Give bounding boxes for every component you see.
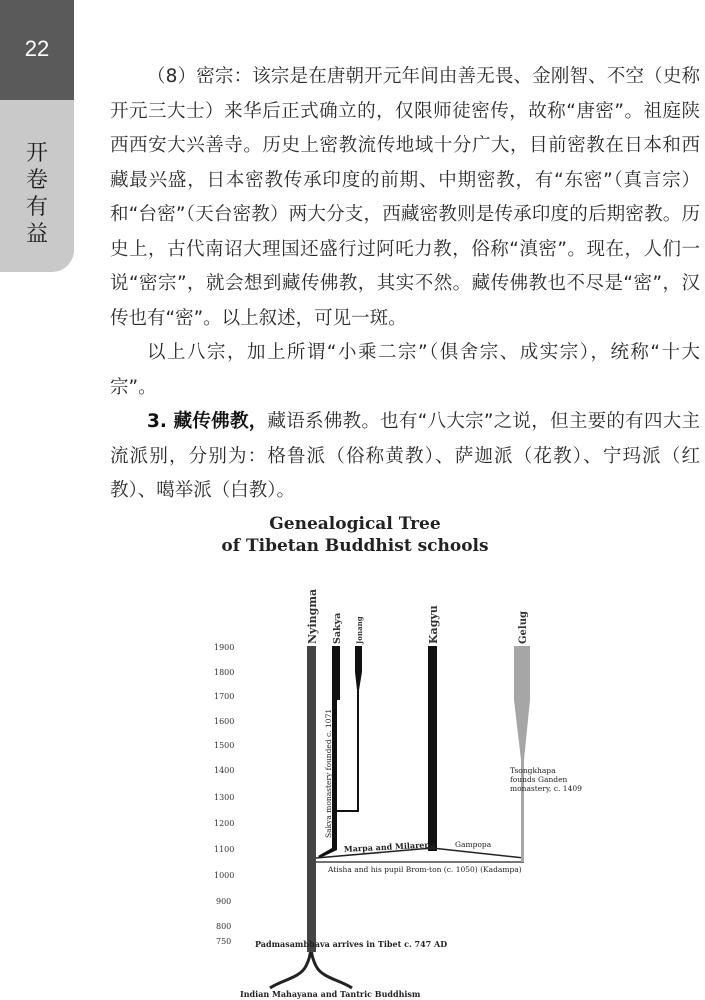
- nyingma-branch: [307, 646, 316, 952]
- jonang-label: Jonang: [355, 616, 364, 644]
- figure-title-line-2: of Tibetan Buddhist schools: [221, 536, 489, 556]
- tsongkhapa-annotation-line-2: founds Ganden: [510, 775, 568, 784]
- year-label: 800: [216, 922, 232, 931]
- side-label-char: 开: [25, 141, 48, 166]
- section-heading: 3. 藏传佛教，: [147, 411, 268, 432]
- gelug-branch: [514, 646, 530, 862]
- gampopa-annotation: Gampopa: [455, 840, 492, 849]
- kagyu-branch: [428, 646, 437, 851]
- padmasambhava-annotation: Padmasambhava arrives in Tibet c. 747 AD: [255, 939, 448, 949]
- figure-title-line-1: Genealogical Tree: [269, 514, 441, 534]
- side-label-char: 益: [25, 222, 48, 247]
- nyingma-label: Nyingma: [306, 588, 319, 644]
- year-label: 1900: [214, 643, 235, 652]
- section-body: 藏语系佛教。也有“八大宗”之说，但主要的有四大主流派别，分别为：格鲁派（俗称黄教）、萨迦派（花教）、宁玛派（红教）、噶举派（白教）。: [110, 411, 701, 501]
- year-label: 1700: [214, 692, 235, 701]
- year-label: 750: [216, 937, 232, 946]
- year-label: 1400: [214, 766, 235, 775]
- gelug-label: Gelug: [518, 611, 529, 644]
- sakya-founded-annotation: Sakya monastery founded c. 1071: [324, 708, 333, 838]
- marpa-annotation: Marpa and Milarepa: [343, 839, 436, 854]
- year-axis: [214, 643, 234, 946]
- year-label: 1200: [214, 819, 235, 828]
- year-label: 1300: [214, 793, 235, 802]
- year-label: 1500: [214, 741, 235, 750]
- year-label: 1600: [214, 717, 235, 726]
- side-label-char: 有: [25, 195, 48, 220]
- year-label: 1800: [214, 668, 235, 677]
- year-label: 1000: [214, 871, 235, 880]
- tsongkhapa-annotation-line-3: monastery, c. 1409: [510, 784, 582, 793]
- tsongkhapa-annotation-line-1: Tsongkhapa: [510, 766, 556, 775]
- year-label: 900: [216, 897, 232, 906]
- side-label-char: 卷: [25, 168, 48, 193]
- root-annotation: Indian Mahayana and Tantric Buddhism: [240, 989, 421, 999]
- paragraph-esoteric-school: （8）密宗：该宗是在唐朝开元年间由善无畏、金刚智、不空（史称开元三大士）来华后正式确立的，仅限师徒密传，故称“唐密”。祖庭陕西西安大兴善寺。历史上密教流传地域十分广大，目前密教在日本和西藏最兴盛，日本密教传承印度的前期、中期密教，有“东密”（真言宗）和“台密”（天台密教）两大分支，西藏密教则是传承印度的后期密教。历史上，古代南诏大理国还盛行过阿吒力教，俗称“滇密”。现在，人们一说“密宗”，就会想到藏传佛教，其实不然。藏传佛教也不尽是“密”，汉传也有“密”。以上叙述，可见一斑。: [110, 66, 700, 329]
- page-number: 22: [24, 36, 50, 61]
- root-flourish: [270, 948, 352, 988]
- kagyu-label: Kagyu: [427, 605, 440, 644]
- sakya-label: Sakya: [332, 612, 343, 644]
- year-label: 1100: [214, 845, 235, 854]
- atisha-annotation: Atisha and his pupil Brom-ton (c. 1050) (Kadampa): [328, 865, 522, 874]
- paragraph-ten-schools: 以上八宗，加上所谓“小乘二宗”（俱舍宗、成实宗），统称“十大宗”。: [110, 342, 700, 398]
- jonang-branch: [337, 646, 362, 812]
